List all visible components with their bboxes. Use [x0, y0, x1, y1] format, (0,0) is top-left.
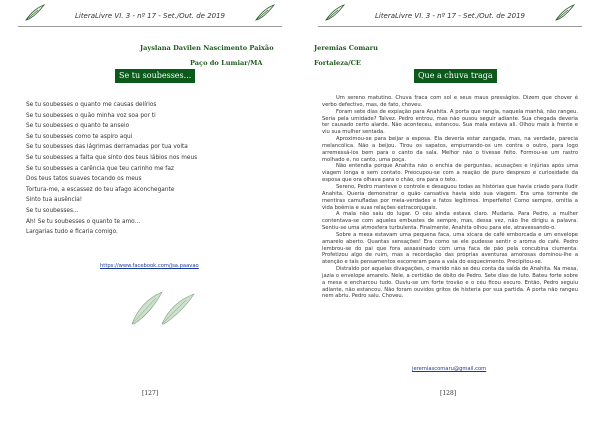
email-link[interactable]: jeremiascomaru@gmail.com — [412, 366, 487, 372]
poem-line: Ah! Se tu soubesses o quanto te amo... — [26, 218, 141, 225]
story-body — [322, 95, 578, 300]
story-paragraph: Sobre a mesa estavam uma pequena faca, uma xícara de café emborcada e um envelope amarelo aberto. Quantas sensações! Era como se ele pudesse sentir o aroma do café. Pedro lembrou-se do pai que fora assassinado com uma faca de pão pela concubina ciumenta. Profetizou algo de ruim, mas a recordação das próprias aventuras amorosas dominou-lhe a atenção e tais pensamentos escorreram para a vala do esquecimento. Precipitou-se. — [322, 231, 578, 266]
poem-line: Se tu soubesses o quanto me causas delírios — [26, 102, 157, 108]
story-paragraph: Um sereno matutino. Chuva fraca com sol e seus maus presságios. Dizem que chover é verbo defectivo, mas, de fato, choveu. — [322, 95, 578, 108]
header-text: LiteraLivre VI. 3 - nº 17 - Set./Out. de 2019 — [374, 12, 526, 20]
poem-line: Se tu soubesses das lágrimas derramadas por tua volta — [26, 144, 188, 151]
poem-title: Se tu soubesses... — [115, 69, 195, 83]
story-paragraph: Foram sete dias de expiação para Anahita. A porta que rangia, naquela manhã, não rangeu. Seria pela umidade? Talvez. Pedro entrou, mas não ousou seguir adiante. Sua chegada deveria ter causado certo alarde. Não aconteceu, estancou. Sua mala estava ali. Olhou mais à frente e viu sua mulher sentada. — [322, 108, 578, 136]
author-name: Jeremias Comaru — [314, 44, 378, 52]
poem-line: Se tu soubesses a carência que teu carinho me faz — [26, 165, 174, 172]
story-paragraph: Distraído por aquelas divagações, o marido não se deu conta da saída de Anahita. Na mesa, jazia o envelope amarelo. Nele, a certidão de óbito de Pedro. Sete dias de luto. Bateu forte sobre a mesa e encharcou tudo. Ouviu-se um forte trovão e o céu ficou escuro. Então, Pedro seguiu adiante, não estancou. Não foram ouvidos gritos de histeria por sua partida. A porta não rangeu nem abriu. Pedro saiu. Choveu. — [322, 266, 578, 300]
author-name: Jayslana Davilen Nascimento Paixão — [140, 44, 274, 52]
story-paragraph: Aproximou-se para beijar a esposa. Ela deveria estar zangada, mas, na verdade, parecia melancólica. Não a beijou. Tirou os sapatos, empurrando-os um contra o outro, para logo arremessá-los bem para o canto da sala. Melhor não o tivesse feito. Formou-se um rastro molhado e, no canto, uma poça. — [322, 136, 578, 163]
header-text: LiteraLivre VI. 3 - nº 17 - Set./Out. de 2019 — [74, 12, 226, 20]
poem-line: Tortura-me, a escassez do teu afago aconchegante — [26, 186, 175, 193]
page-number: [128] — [440, 390, 457, 397]
poem-line: Largarias tudo e ficaria comigo. — [26, 229, 118, 236]
quill-icon — [254, 4, 276, 22]
poem-line: Se tu soubesses como te aspiro aqui — [26, 133, 133, 140]
poem-line: Se tu soubesses a falta que sinto dos teus lábios nos meus — [26, 154, 198, 161]
author-location: Fortaleza/CE — [314, 59, 361, 67]
author-location: Paço do Lumiar/MA — [190, 59, 263, 67]
poem-line: Se tu soubesses o quão minha voz soa por ti — [26, 112, 156, 119]
poem-body — [26, 100, 286, 238]
story-paragraph: Sereno, Pedro manteve o controle e desaguou todas as histórias que havia criado para iludir Anahita. Queria demonstrar o quão cansativa havia sido sua viagem. Era uma torrente de mentiras camufladas por meia-verdades e fatos legítimos. Imperfeito! Como sempre, omitia a vida boêmia e suas relações extraconjugais. — [322, 183, 578, 211]
leaves-ornament-icon — [128, 288, 198, 328]
story-paragraph: A mala não saiu do lugar. O céu ainda estava claro. Mudaria. Para Pedro, a mulher contentava-se com aqueles embustes de sempre, mas, dessa vez, não lhe dirigiu a palavra. Sentiu-se uma atmosfera turbulenta. Finalmente, Anahita olhou para ele, atravessando-o. — [322, 211, 578, 232]
story-title: Que a chuva traga — [414, 69, 497, 83]
facebook-link[interactable]: https://www.facebook.com/jsa.paavao — [100, 263, 199, 269]
right-page — [300, 0, 600, 424]
poem-line: Se tu soubesses... — [26, 207, 79, 214]
poem-line: Sinto tua ausência! — [26, 197, 83, 204]
story-paragraph: Não entendia porque Anahita não o enchia de perguntas, acusações e injúrias após uma viagem longa e sem contato. Preocupou-se com a reação de puro desprezo e curiosidade da esposa que ora olhava para o chão, ora para o teto. — [322, 163, 578, 184]
poem-line: Dos teus tatos suaves tocando os meus — [26, 176, 142, 183]
page-header — [318, 4, 582, 27]
page-header — [18, 4, 282, 27]
quill-icon — [554, 4, 576, 22]
page-number: [127] — [142, 390, 159, 397]
poem-line: Se tu soubesses o quanto te anseio — [26, 123, 130, 130]
